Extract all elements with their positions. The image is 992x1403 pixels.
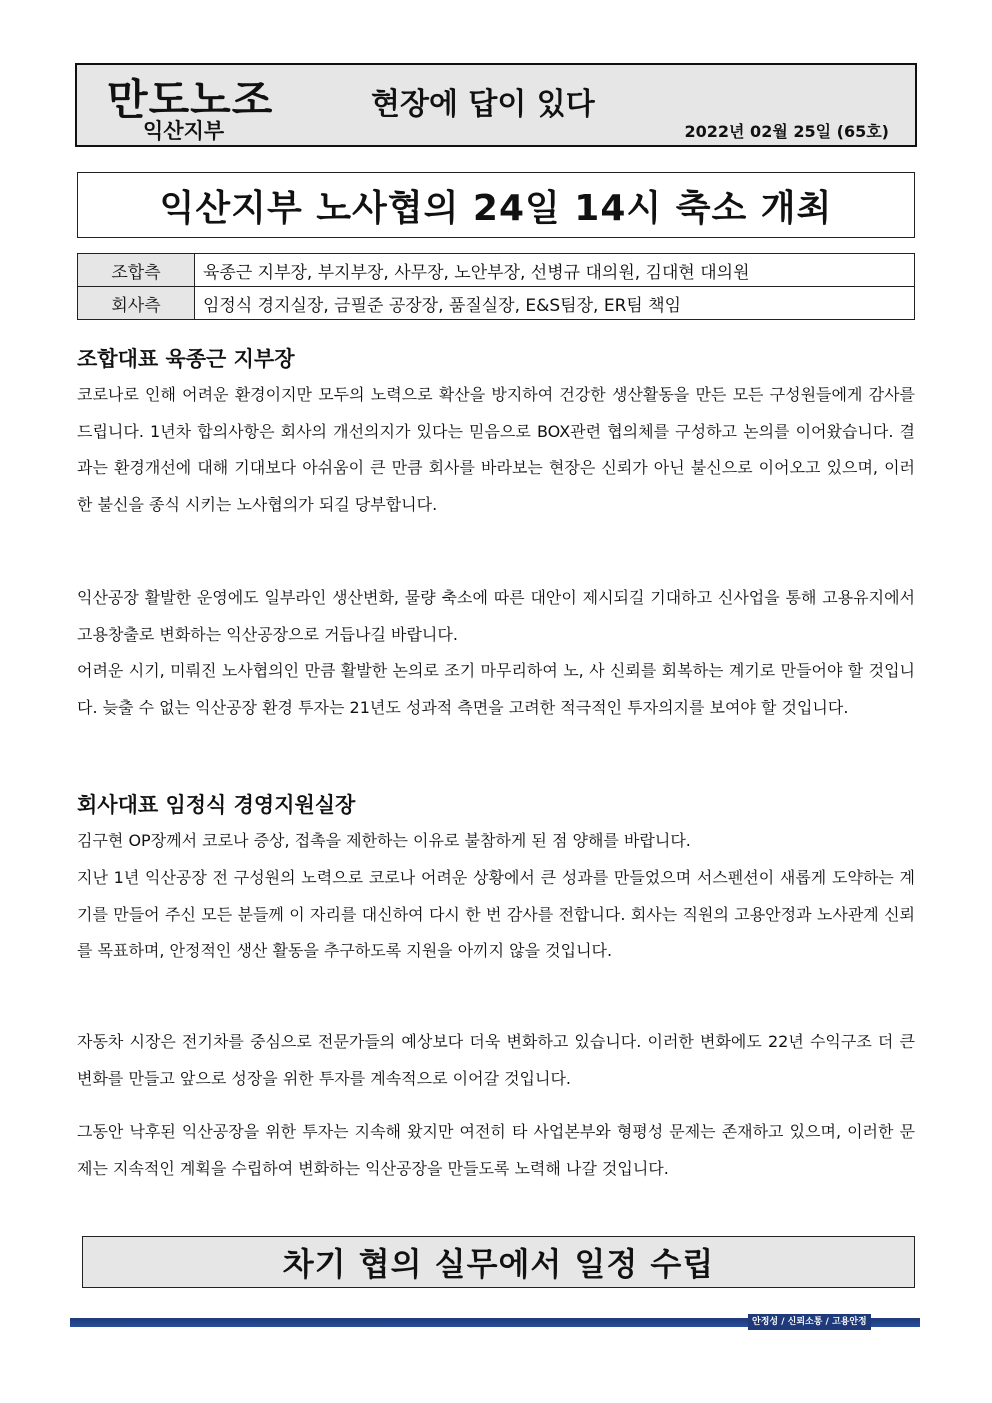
union-section-title: 조합대표 육종근 지부장 bbox=[77, 347, 295, 371]
issue-date: 2022년 02월 25일 (65호) bbox=[684, 122, 889, 141]
company-paragraph: 지난 1년 익산공장 전 구성원의 노력으로 코로나 어려운 상황에서 큰 성과를 만들었으며 서스펜션이 새롭게 도약하는 계기를 만들어 주신 모든 분들께 이 자리를 대신하여 다시 한 번 감사를 전합니다. 회사는 직원의 고용안정과 노사관계 신뢰를 목표하며, 안정적인 생산 활동을 추구하도록 지원을 아끼지 않을 것입니다. bbox=[77, 868, 915, 960]
footer-tagline: 안정성 / 신뢰소통 / 고용안정 bbox=[748, 1314, 871, 1330]
table-row bbox=[78, 287, 915, 320]
attendee-members: 임정식 경지실장, 금필준 공장장, 품질실장, E&S팀장, ER팀 책임 bbox=[195, 287, 915, 320]
attendee-side: 조합측 bbox=[78, 254, 195, 287]
headline: 익산지부 노사협의 24일 14시 축소 개최 bbox=[77, 172, 915, 238]
slogan: 현장에 답이 있다 bbox=[371, 87, 595, 122]
company-paragraph: 자동차 시장은 전기차를 중심으로 전문가들의 예상보다 더욱 변화하고 있습니다. 이러한 변화에도 22년 수익구조 더 큰 변화를 만들고 앞으로 성장을 위한 투자를 계속적으로 이어갈 것입니다. bbox=[77, 1032, 915, 1088]
company-paragraph: 그동안 낙후된 익산공장을 위한 투자는 지속해 왔지만 여전히 타 사업본부와 형평성 문제는 존재하고 있으며, 이러한 문제는 지속적인 계획을 수립하여 변화하는 익산공장을 만들도록 노력해 나갈 것입니다. bbox=[77, 1122, 915, 1178]
union-name: 만도노조 bbox=[107, 75, 274, 124]
union-paragraph: 코로나로 인해 어려운 환경이지만 모두의 노력으로 확산을 방지하여 건강한 생산활동을 만든 모든 구성원들에게 감사를 드립니다. 1년차 합의사항은 회사의 개선의지가 있다는 믿음으로 BOX관련 협의체를 구성하고 논의를 이어왔습니다. 결과는 환경개선에 대해 기대보다 아쉬움이 큰 만큼 회사를 바라보는 현장은 신뢰가 아닌 불신으로 이어오고 있으며, 이러한 불신을 종식 시키는 노사협의가 되길 당부합니다. bbox=[77, 385, 915, 514]
union-paragraph: 익산공장 활발한 운영에도 일부라인 생산변화, 물량 축소에 따른 대안이 제시되길 기대하고 신사업을 통해 고용유지에서 고용창출로 변화하는 익산공장으로 거듭나길 바랍니다. bbox=[77, 588, 915, 644]
attendee-members: 육종근 지부장, 부지부장, 사무장, 노안부장, 선병규 대의원, 김대현 대의원 bbox=[195, 254, 915, 287]
company-paragraph: 김구현 OP장께서 코로나 증상, 접촉을 제한하는 이유로 불참하게 된 점 양해를 바랍니다. bbox=[77, 831, 691, 850]
table-row bbox=[78, 254, 915, 287]
branch-name: 익산지부 bbox=[143, 119, 225, 143]
attendees-table bbox=[77, 253, 915, 320]
union-paragraph: 어려운 시기, 미뤄진 노사협의인 만큼 활발한 논의로 조기 마무리하여 노, 사 신뢰를 회복하는 계기로 만들어야 할 것입니다. 늦출 수 없는 익산공장 환경 투자는 21년도 성과적 측면을 고려한 적극적인 투자의지를 보여야 할 것입니다. bbox=[77, 661, 915, 717]
newsletter-header bbox=[75, 63, 917, 147]
closing-banner: 차기 협의 실무에서 일정 수립 bbox=[82, 1236, 915, 1288]
company-section-title: 회사대표 임정식 경영지원실장 bbox=[77, 793, 356, 817]
attendee-side: 회사측 bbox=[78, 287, 195, 320]
